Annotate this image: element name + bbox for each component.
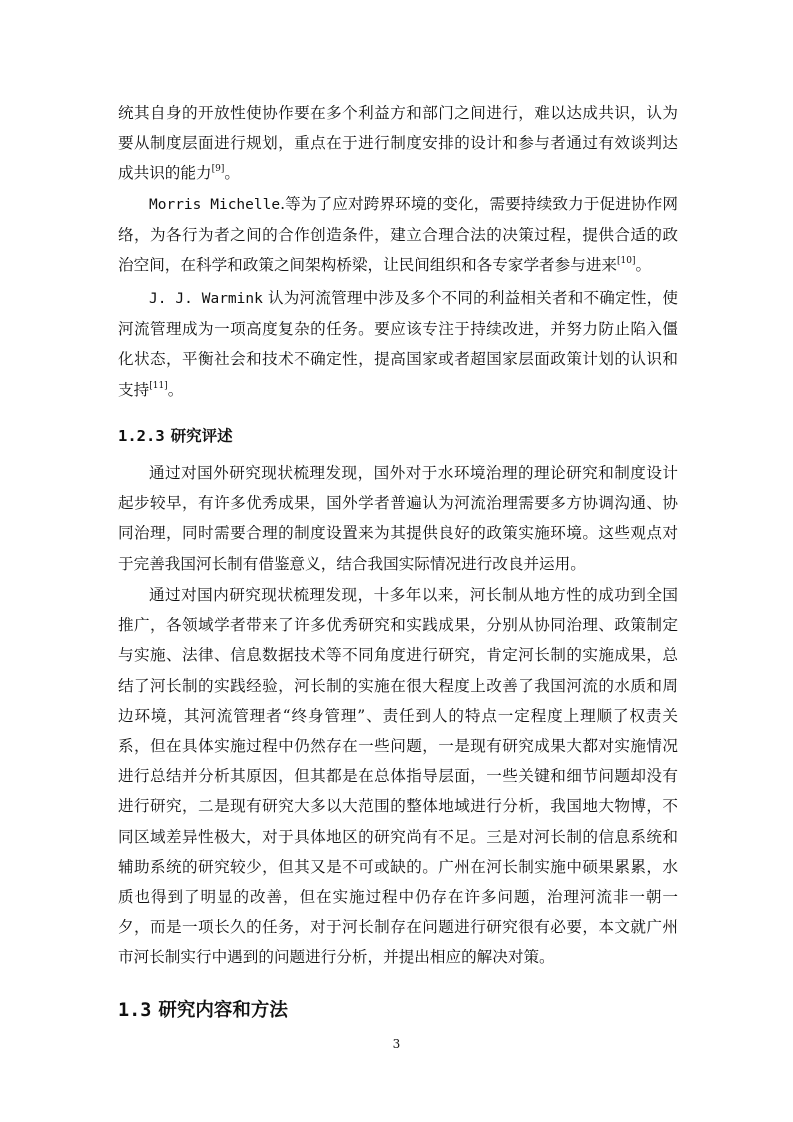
citation-11: [11] [149, 380, 168, 391]
paragraph-2-text: .等为了应对跨界环境的变化，需要持续致力于促进协作网络，为各行为者之间的合作创造条件，建立合理合法的决策过程，提供合适的政治空间，在科学和政策之间架构桥梁，让民间组织和各专家学者参与进来 [118, 195, 678, 275]
section-title: 研究内容和方法 [158, 1000, 288, 1021]
page-number: 3 [392, 1037, 401, 1051]
paragraph-1-end: 。 [224, 164, 240, 183]
paragraph-5 [118, 580, 678, 973]
paragraph-1 [118, 98, 678, 189]
paragraph-3 [118, 283, 678, 405]
section-number: 1.3 [118, 1000, 152, 1021]
section-heading-1-3 [118, 996, 288, 1026]
paragraph-4 [118, 458, 678, 579]
paragraph-3-end: 。 [167, 380, 184, 399]
paragraph-4-text: 通过对国外研究现状梳理发现，国外对于水环境治理的理论研究和制度设计起步较早，有许多优秀成果，国外学者普遍认为河流治理需要多方协调沟通、协同治理，同时需要合理的制度设置来为其提供良好的政策实施环境。这些观点对于完善我国河长制有借鉴意义，结合我国实际情况进行改良并运用。 [118, 464, 678, 573]
paragraph-2 [118, 189, 678, 281]
paragraph-2-end: 。 [635, 256, 652, 275]
section-number: 1.2.3 [118, 427, 165, 445]
author-morris: Morris Michelle [149, 197, 281, 213]
section-heading-1-2-3 [118, 423, 233, 449]
citation-10: [10] [617, 256, 636, 267]
paragraph-3-text: 认为河流管理中涉及多个不同的利益相关者和不确定性，使河流管理成为一项高度复杂的任务。要应该专注于持续改进，并努力防止陷入僵化状态，平衡社会和技术不确定性，提高国家或者超国家层面政策计划的认识和支持 [118, 289, 678, 399]
section-title: 研究评述 [170, 427, 233, 445]
paragraph-1-text: 统其自身的开放性使协作要在多个利益方和部门之间进行，难以达成共识，认为要从制度层面进行规划，重点在于进行制度安排的设计和参与者通过有效谈判达成共识的能力 [118, 104, 678, 183]
citation-9: [9] [211, 164, 225, 175]
author-warmink: J. J. Warmink [149, 291, 263, 307]
paragraph-5-text: 通过对国内研究现状梳理发现，十多年以来，河长制从地方性的成功到全国推广，各领域学者带来了许多优秀研究和实践成果，分别从协同治理、政策制定与实施、法律、信息数据技术等不同角度进行研究，肯定河长制的实施成果，总结了河长制的实践经验，河长制的实施在很大程度上改善了我国河流的水质和周边环境，其河流管理者“终身管理”、责任到人的特点一定程度上理顺了权责关系，但在具体实施过程中仍然存在一些问题，一是现有研究成果大都对实施情况进行总结并分析其原因，但其都是在总体指导层面，一些关键和细节问题却没有进行研究，二是现有研究大多以大范围的整体地域进行分析，我国地大物博，不同区域差异性极大，对于具体地区的研究尚有不足。三是对河长制的信息系统和辅助系统的研究较少，但其又是不可或缺的。广州在河长制实施中硕果累累，水质也得到了明显的改善，但在实施过程中仍存在许多问题，治理河流非一朝一夕，而是一项长久的任务，对于河长制存在问题进行研究很有必要，本文就广州市河长制实行中遇到的问题进行分析，并提出相应的解决对策。 [118, 586, 678, 967]
